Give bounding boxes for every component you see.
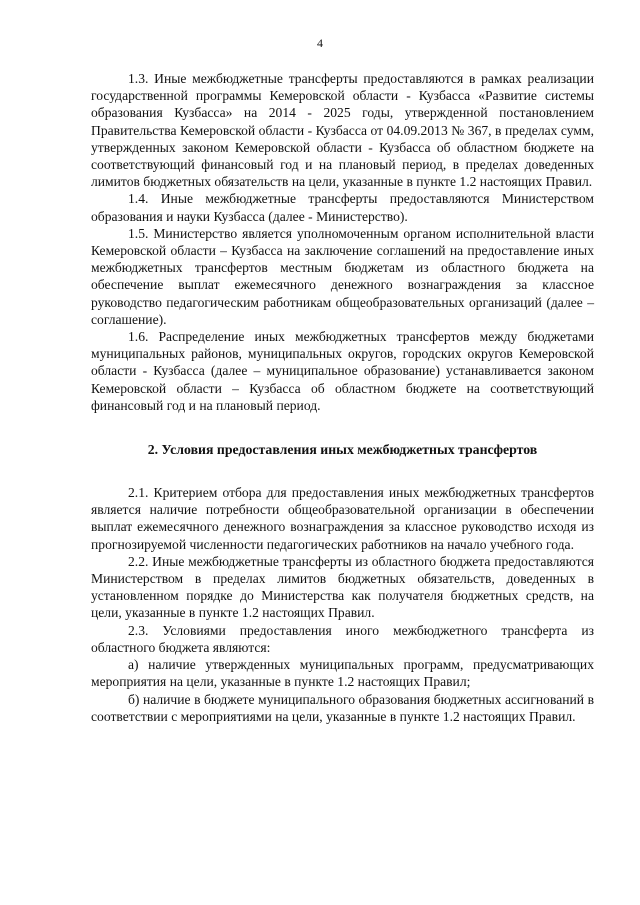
page-number: 4 xyxy=(317,36,323,50)
paragraph-2-2: 2.2. Иные межбюджетные трансферты из областного бюджета предоставляются Министерством в пределах лимитов бюджетных обязательств, доведенных в установленном порядке до Министерства как получателя бюджетных средств, на цели, указанные в пункте 1.2 настоящих Правил. xyxy=(91,553,594,621)
paragraph-1-4: 1.4. Иные межбюджетные трансферты предоставляются Министерством образования и науки Кузбасса (далее - Министерство). xyxy=(91,191,594,224)
paragraph-2-1: 2.1. Критерием отбора для предоставления иных межбюджетных трансфертов является наличие потребности общеобразовательной организации в обеспечении выплат ежемесячного денежного вознаграждения за классное руководство исходя из прогнозируемой численности педагогических работников на начало учебного года. xyxy=(91,485,594,552)
paragraph-1-3: 1.3. Иные межбюджетные трансферты предоставляются в рамках реализации государственной программы Кемеровской области - Кузбасса «Развитие системы образования Кузбасса» на 2014 - 2025 годы, утвержденной постановлением Правительства Кемеровской области - Кузбасса от 04.09.2013 № 367, в пределах сумм, утвержденных законом Кемеровской области - Кузбасса об областном бюджете на соответствующий финансовый год и на плановый период, в пределах доведенных лимитов бюджетных обязательств на цели, указанные в пункте 1.2 настоящих Правил. xyxy=(91,71,594,190)
paragraph-1-6: 1.6. Распределение иных межбюджетных трансфертов между бюджетами муниципальных районов, муниципальных округов, городских округов Кемеровской области - Кузбасса (далее – муниципальное образование) устанавливается законом Кемеровской области – Кузбасса об областном бюджете на соответствующий финансовый год и на плановый период. xyxy=(91,329,594,413)
paragraph-2-3: 2.3. Условиями предоставления иного межбюджетного трансферта из областного бюджета являются: xyxy=(91,622,594,655)
paragraph-2-3-a: а) наличие утвержденных муниципальных программ, предусматривающих мероприятия на цели, указанные в пункте 1.2 настоящих Правил; xyxy=(91,657,594,690)
document-body xyxy=(91,70,594,725)
paragraph-1-5: 1.5. Министерство является уполномоченным органом исполнительной власти Кемеровской области – Кузбасса на заключение соглашений на предоставление иных межбюджетных трансфертов местным бюджетам из областного бюджета на обеспечение выплат ежемесячного денежного вознаграждения за классное руководство педагогическим работникам общеобразовательных организаций (далее – соглашение). xyxy=(91,225,594,327)
paragraph-2-3-b: б) наличие в бюджете муниципального образования бюджетных ассигнований в соответствии с мероприятиями на цели, указанные в пункте 1.2 настоящих Правил. xyxy=(91,691,594,724)
section-2-heading: 2. Условия предоставления иных межбюджетных трансфертов xyxy=(147,442,538,458)
